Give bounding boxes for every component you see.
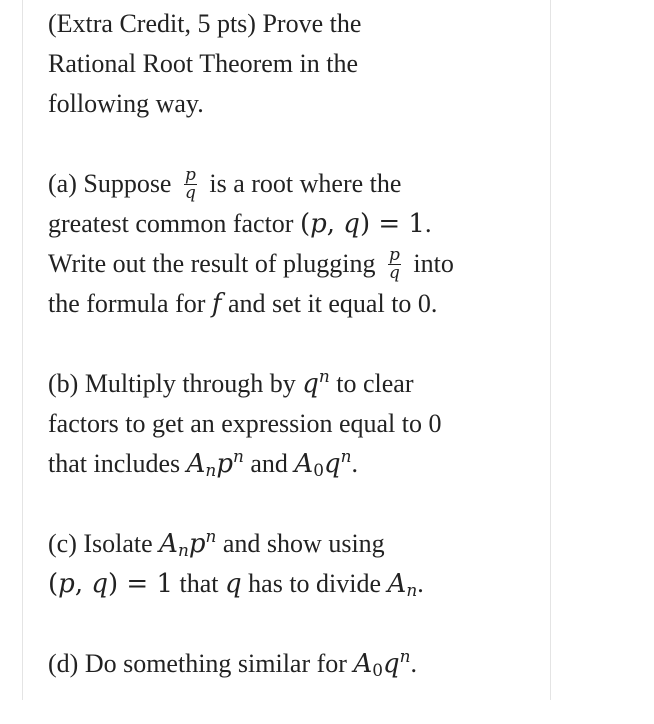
part-a-line-1: (a) Suppose $\frac{p}{q}$ is a root where the (48, 164, 402, 203)
intro-line-3: following way. (48, 89, 204, 118)
part-a-line-2: greatest common factor (p, q) = 1. (48, 209, 432, 239)
fraction-p-over-q: $\frac{p}{q}$ (184, 164, 196, 203)
intro-line-2: Rational Root Theorem in the (48, 49, 359, 78)
part-b (48, 364, 538, 484)
part-c-line-2: (p, q) = 1 that q has to divide $A_n$. (48, 569, 424, 601)
left-border (22, 0, 23, 700)
part-d (48, 644, 538, 684)
part-d-line-1: (d) Do something similar for $A_0q^n$. (48, 645, 418, 681)
intro-line-1: (Extra Credit, 5 pts) Prove the (48, 9, 362, 38)
intro-paragraph (48, 4, 538, 124)
part-b-line-1: (b) Multiply through by $q^n$ to clear (48, 365, 414, 399)
part-c-line-1: (c) Isolate $A_np^n$ and show using (48, 525, 385, 561)
part-c (48, 524, 538, 604)
part-b-line-2: factors to get an expression equal to 0 (48, 409, 442, 438)
fraction-p-over-q: $\frac{p}{q}$ (389, 244, 400, 283)
part-a-line-3: Write out the result of plugging $\frac{p}{q}$ into (48, 244, 454, 283)
part-a-line-4: the formula for f and set it equal to 0. (48, 289, 438, 319)
problem-text (48, 4, 538, 724)
part-b-line-3: that includes $A_np^n$ and $A_0q^n$. (48, 445, 358, 481)
part-a (48, 164, 538, 324)
right-border (550, 0, 551, 700)
